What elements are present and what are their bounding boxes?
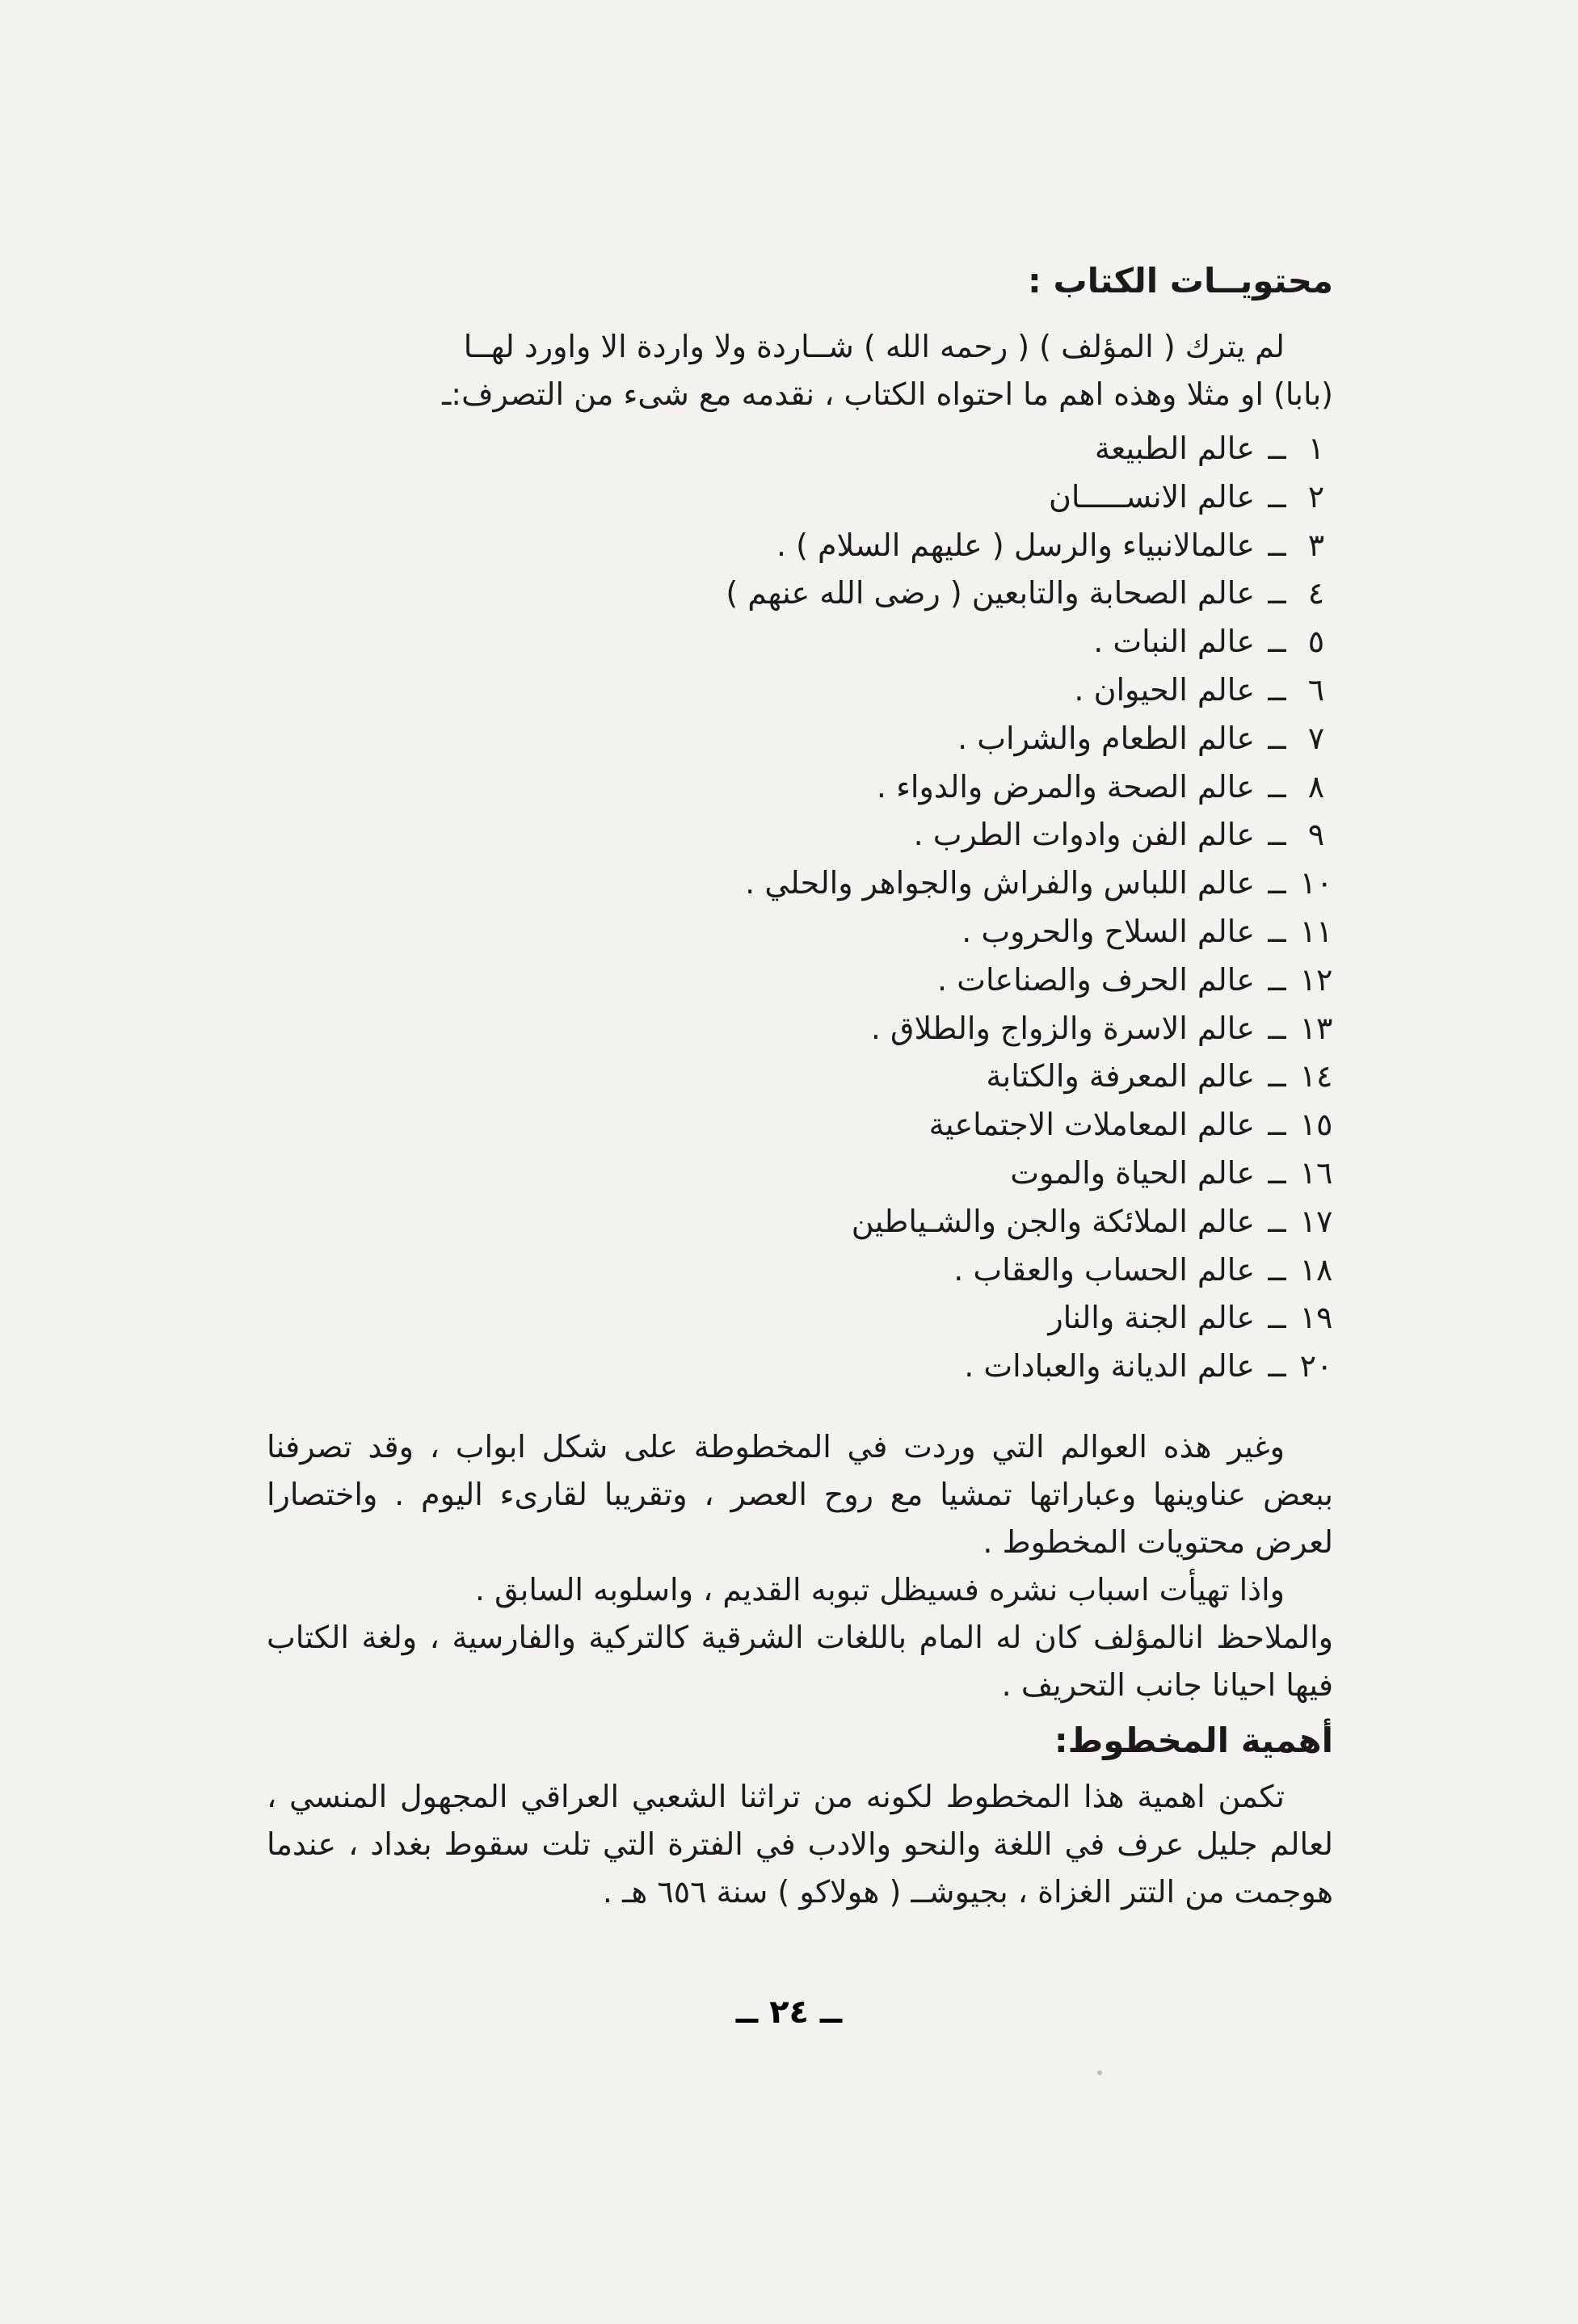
list-item xyxy=(267,425,1333,473)
list-item-number: ٦ xyxy=(1307,671,1325,708)
list-item-dash: ــ xyxy=(1268,768,1286,805)
list-item-number: ٣ xyxy=(1307,527,1325,563)
paragraph-languages: والملاحظ انالمؤلف كان له المام باللغات الشرقية كالتركية والفارسية ، ولغة الكتاب فيها احيانا جانب التحريف . xyxy=(267,1620,1333,1703)
list-item-number: ٥ xyxy=(1307,624,1325,660)
list-item-text: عالم الحيوان . xyxy=(1074,671,1255,708)
list-item xyxy=(267,1294,1333,1343)
list-item-dash: ــ xyxy=(1268,671,1286,708)
list-item-number: ٨ xyxy=(1307,768,1325,805)
list-item-text: عالم الحساب والعقاب . xyxy=(953,1251,1255,1288)
importance-heading: أهمية المخطوط: xyxy=(1054,1721,1333,1760)
paragraph-publishing: واذا تهيأت اسباب نشره فسيظل تبوبه القديم ، واسلوبه السابق . xyxy=(474,1572,1285,1607)
list-item-text: عالم الاسرة والزواج والطلاق . xyxy=(870,1010,1255,1046)
list-item-text: عالم الصحة والمرض والدواء . xyxy=(876,768,1255,805)
list-item-dash: ــ xyxy=(1268,431,1286,466)
list-item xyxy=(267,666,1333,715)
list-item-number: ٧ xyxy=(1307,720,1325,756)
list-item xyxy=(267,569,1333,618)
list-item-text: عالم اللباس والفراش والجواهر والحلي . xyxy=(745,865,1255,901)
list-item-dash: ــ xyxy=(1268,1348,1286,1385)
list-item-number: ٩ xyxy=(1307,817,1325,853)
list-item-number: ٤ xyxy=(1307,575,1325,611)
list-item-dash: ــ xyxy=(1268,961,1286,998)
list-item xyxy=(267,1149,1333,1198)
importance-text xyxy=(267,1773,1333,1916)
list-item-number: ١٨ xyxy=(1299,1251,1333,1288)
page-number: ــ ٢٤ ــ xyxy=(735,1994,843,2031)
list-item-number: ١٤ xyxy=(1299,1058,1333,1095)
list-item xyxy=(267,1343,1333,1391)
list-item-dash: ــ xyxy=(1268,1154,1286,1191)
list-item-dash: ــ xyxy=(1268,624,1286,660)
list-item-dash: ــ xyxy=(1268,1058,1286,1095)
list-item-dash: ــ xyxy=(1268,527,1286,563)
list-item-number: ١٠ xyxy=(1299,865,1333,901)
list-item xyxy=(267,473,1333,522)
intro-line-2: (بابا) او مثلا وهذه اهم ما احتواه الكتاب ، نقدمه مع شىء من التصرف:ـ xyxy=(442,376,1333,412)
list-item-text: عالم الحرف والصناعات . xyxy=(937,961,1255,998)
list-item-text: عالم النبات . xyxy=(1093,624,1255,660)
list-item-text: عالم الجنة والنار xyxy=(1048,1300,1255,1336)
list-item-number: ١٢ xyxy=(1299,961,1333,998)
list-item-number: ١ xyxy=(1307,431,1325,466)
list-item-text: عالم الفن وادوات الطرب . xyxy=(913,817,1255,853)
list-item-number: ١١ xyxy=(1299,913,1333,949)
list-item xyxy=(267,1101,1333,1149)
list-item-dash: ــ xyxy=(1268,720,1286,756)
list-item-dash: ــ xyxy=(1268,817,1286,853)
list-item-dash: ــ xyxy=(1268,478,1286,515)
contents-list xyxy=(267,425,1333,1391)
list-item xyxy=(267,1005,1333,1053)
list-item xyxy=(267,1246,1333,1295)
body-text xyxy=(267,1423,1333,1709)
list-item-text: عالم الطبيعة xyxy=(1094,431,1255,466)
list-item-number: ١٣ xyxy=(1299,1010,1333,1046)
list-item-number: ١٦ xyxy=(1299,1154,1333,1191)
list-item-dash: ــ xyxy=(1268,913,1286,949)
list-item xyxy=(267,1053,1333,1101)
intro-paragraph xyxy=(267,323,1333,418)
list-item-text: عالم المعاملات الاجتماعية xyxy=(928,1107,1255,1143)
list-item-number: ١٥ xyxy=(1299,1107,1333,1143)
list-item-text: عالم الحياة والموت xyxy=(1010,1154,1255,1191)
list-item-dash: ــ xyxy=(1268,865,1286,901)
list-item-text: عالم المعرفة والكتابة xyxy=(986,1058,1255,1095)
list-item xyxy=(267,763,1333,812)
list-item xyxy=(267,811,1333,859)
list-item-number: ٢٠ xyxy=(1299,1348,1333,1385)
list-item-number: ٢ xyxy=(1307,478,1325,515)
list-item-dash: ــ xyxy=(1268,575,1286,611)
list-item xyxy=(267,859,1333,908)
list-item-text: عالم الصحابة والتابعين ( رضى الله عنهم ) xyxy=(726,575,1255,611)
list-item xyxy=(267,618,1333,666)
contents-heading: محتويــات الكتاب : xyxy=(1028,261,1333,300)
list-item xyxy=(267,715,1333,763)
list-item-dash: ــ xyxy=(1268,1251,1286,1288)
list-item xyxy=(267,908,1333,956)
list-item xyxy=(267,522,1333,570)
paragraph-importance: تكمن اهمية هذا المخطوط لكونه من تراثنا الشعبي العراقي المجهول المنسي ، لعالم جليل عرف في اللغة والنحو والادب في الفترة التي تلت سقوط بغداد ، عندما هوجمت من التتر الغزاة ، بجيوشــ ( هولاكو ) سنة ٦٥٦ هـ . xyxy=(267,1779,1333,1910)
list-item-dash: ــ xyxy=(1268,1010,1286,1046)
list-item-text: عالم السلاح والحروب . xyxy=(962,913,1255,949)
list-item-text: عالم الملائكة والجن والشـياطين xyxy=(851,1203,1255,1239)
list-item xyxy=(267,956,1333,1005)
list-item-number: ١٩ xyxy=(1299,1300,1333,1336)
list-item-text: عالم الانســـــان xyxy=(1048,478,1255,515)
list-item-dash: ــ xyxy=(1268,1107,1286,1143)
list-item-text: عالمالانبياء والرسل ( عليهم السلام ) . xyxy=(776,527,1255,563)
intro-line-1: لم يترك ( المؤلف ) ( رحمه الله ) شــاردة ولا واردة الا واورد لهــا xyxy=(463,329,1285,364)
list-item-text: عالم الطعام والشراب . xyxy=(957,720,1255,756)
paper-speck xyxy=(1097,2070,1102,2075)
list-item-text: عالم الديانة والعبادات . xyxy=(964,1348,1255,1385)
list-item xyxy=(267,1198,1333,1246)
list-item-dash: ــ xyxy=(1268,1300,1286,1336)
list-item-dash: ــ xyxy=(1268,1203,1286,1239)
list-item-number: ١٧ xyxy=(1299,1203,1333,1239)
paragraph-other-worlds: وغير هذه العوالم التي وردت في المخطوطة على شكل ابواب ، وقد تصرفنا ببعض عناوينها وعباراتها تمشيا مع روح العصر ، وتقريبا لقارىء اليوم . واختصارا لعرض محتويات المخطوط . xyxy=(267,1429,1333,1560)
